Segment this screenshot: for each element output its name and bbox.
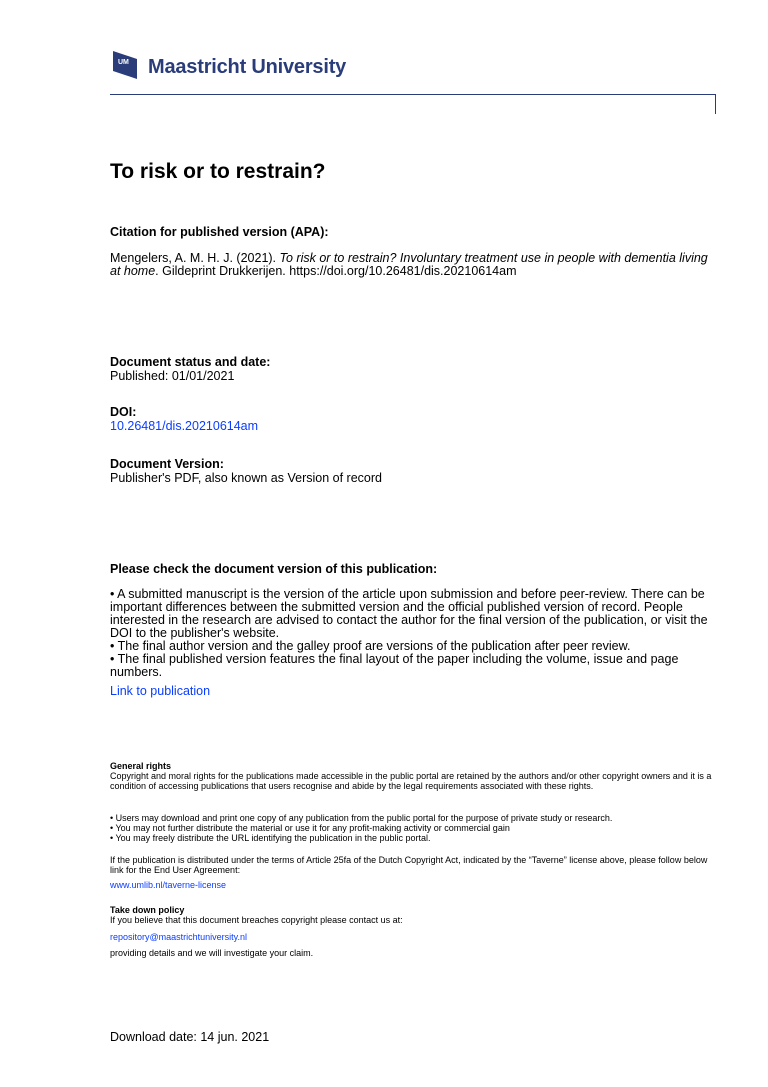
taverne-text: If the publication is distributed under the terms of Article 25fa of the Dutch Copyright Act, indicated by the “Taverne” license above, please follow below link for the End User Agreement: [110, 855, 708, 875]
citation-title: To risk or to restrain? Involuntary treatment use in people with dementia living at home [110, 251, 708, 278]
version-heading: Document Version: [110, 457, 224, 471]
brand-name: Maastricht University [148, 56, 347, 78]
rights-body: Copyright and moral rights for the publications made accessible in the public portal are retained by the authors and/or other copyright owners and it is a condition of accessing publications that users recognise and abide by the legal requirements associated with these rights. [110, 771, 712, 791]
link-to-publication[interactable]: Link to publication [110, 684, 211, 698]
logo-letter-u: UM [118, 59, 129, 66]
takedown-text: If you believe that this document breaches copyright please contact us at: [110, 915, 403, 925]
header-divider [110, 94, 716, 95]
version-value: Publisher's PDF, also known as Version of record [110, 471, 382, 485]
citation-rest: . Gildeprint Drukkerijen. https://doi.org/10.26481/dis.20210614am [155, 264, 517, 278]
download-date: Download date: 14 jun. 2021 [110, 1030, 270, 1044]
rights-list-item: • You may not further distribute the material or use it for any profit-making activity or commercial gain [110, 823, 510, 833]
status-value: Published: 01/01/2021 [110, 369, 235, 383]
rights-list-item: • Users may download and print one copy of any publication from the public portal for the purpose of private study or research. [110, 813, 613, 823]
check-bullet: • A submitted manuscript is the version of the article upon submission and before peer-review. There can be important differences between the submitted version and the official published version of record. People interested in the research are advised to contact the author for the final version of the publication, or visit the DOI to the publisher's website. [110, 587, 708, 640]
citation-heading: Citation for published version (APA): [110, 225, 329, 239]
status-heading: Document status and date: [110, 355, 271, 369]
citation-text [110, 252, 720, 278]
check-bullet: • The final author version and the galley proof are versions of the publication after peer review. [110, 639, 631, 653]
check-bullets [110, 588, 720, 679]
rights-heading: General rights [110, 761, 172, 771]
taverne-license-link[interactable]: www.umlib.nl/taverne-license [110, 880, 227, 890]
check-bullet: • The final published version features the final layout of the paper including the volume, issue and page numbers. [110, 652, 679, 679]
doi-heading: DOI: [110, 405, 137, 419]
header-divider-tick [715, 94, 716, 114]
takedown-tail: providing details and we will investigate your claim. [110, 948, 314, 958]
repository-email-link[interactable]: repository@maastrichtuniversity.nl [110, 932, 248, 942]
rights-list [110, 813, 720, 843]
takedown-heading: Take down policy [110, 905, 185, 915]
citation-authors: Mengelers, A. M. H. J. (2021). [110, 251, 280, 265]
check-heading: Please check the document version of this publication: [110, 562, 438, 576]
page-title: To risk or to restrain? [110, 160, 326, 183]
doi-link[interactable]: 10.26481/dis.20210614am [110, 419, 259, 433]
university-logo-icon [111, 49, 139, 81]
rights-list-item: • You may freely distribute the URL identifying the publication in the public portal. [110, 833, 431, 843]
